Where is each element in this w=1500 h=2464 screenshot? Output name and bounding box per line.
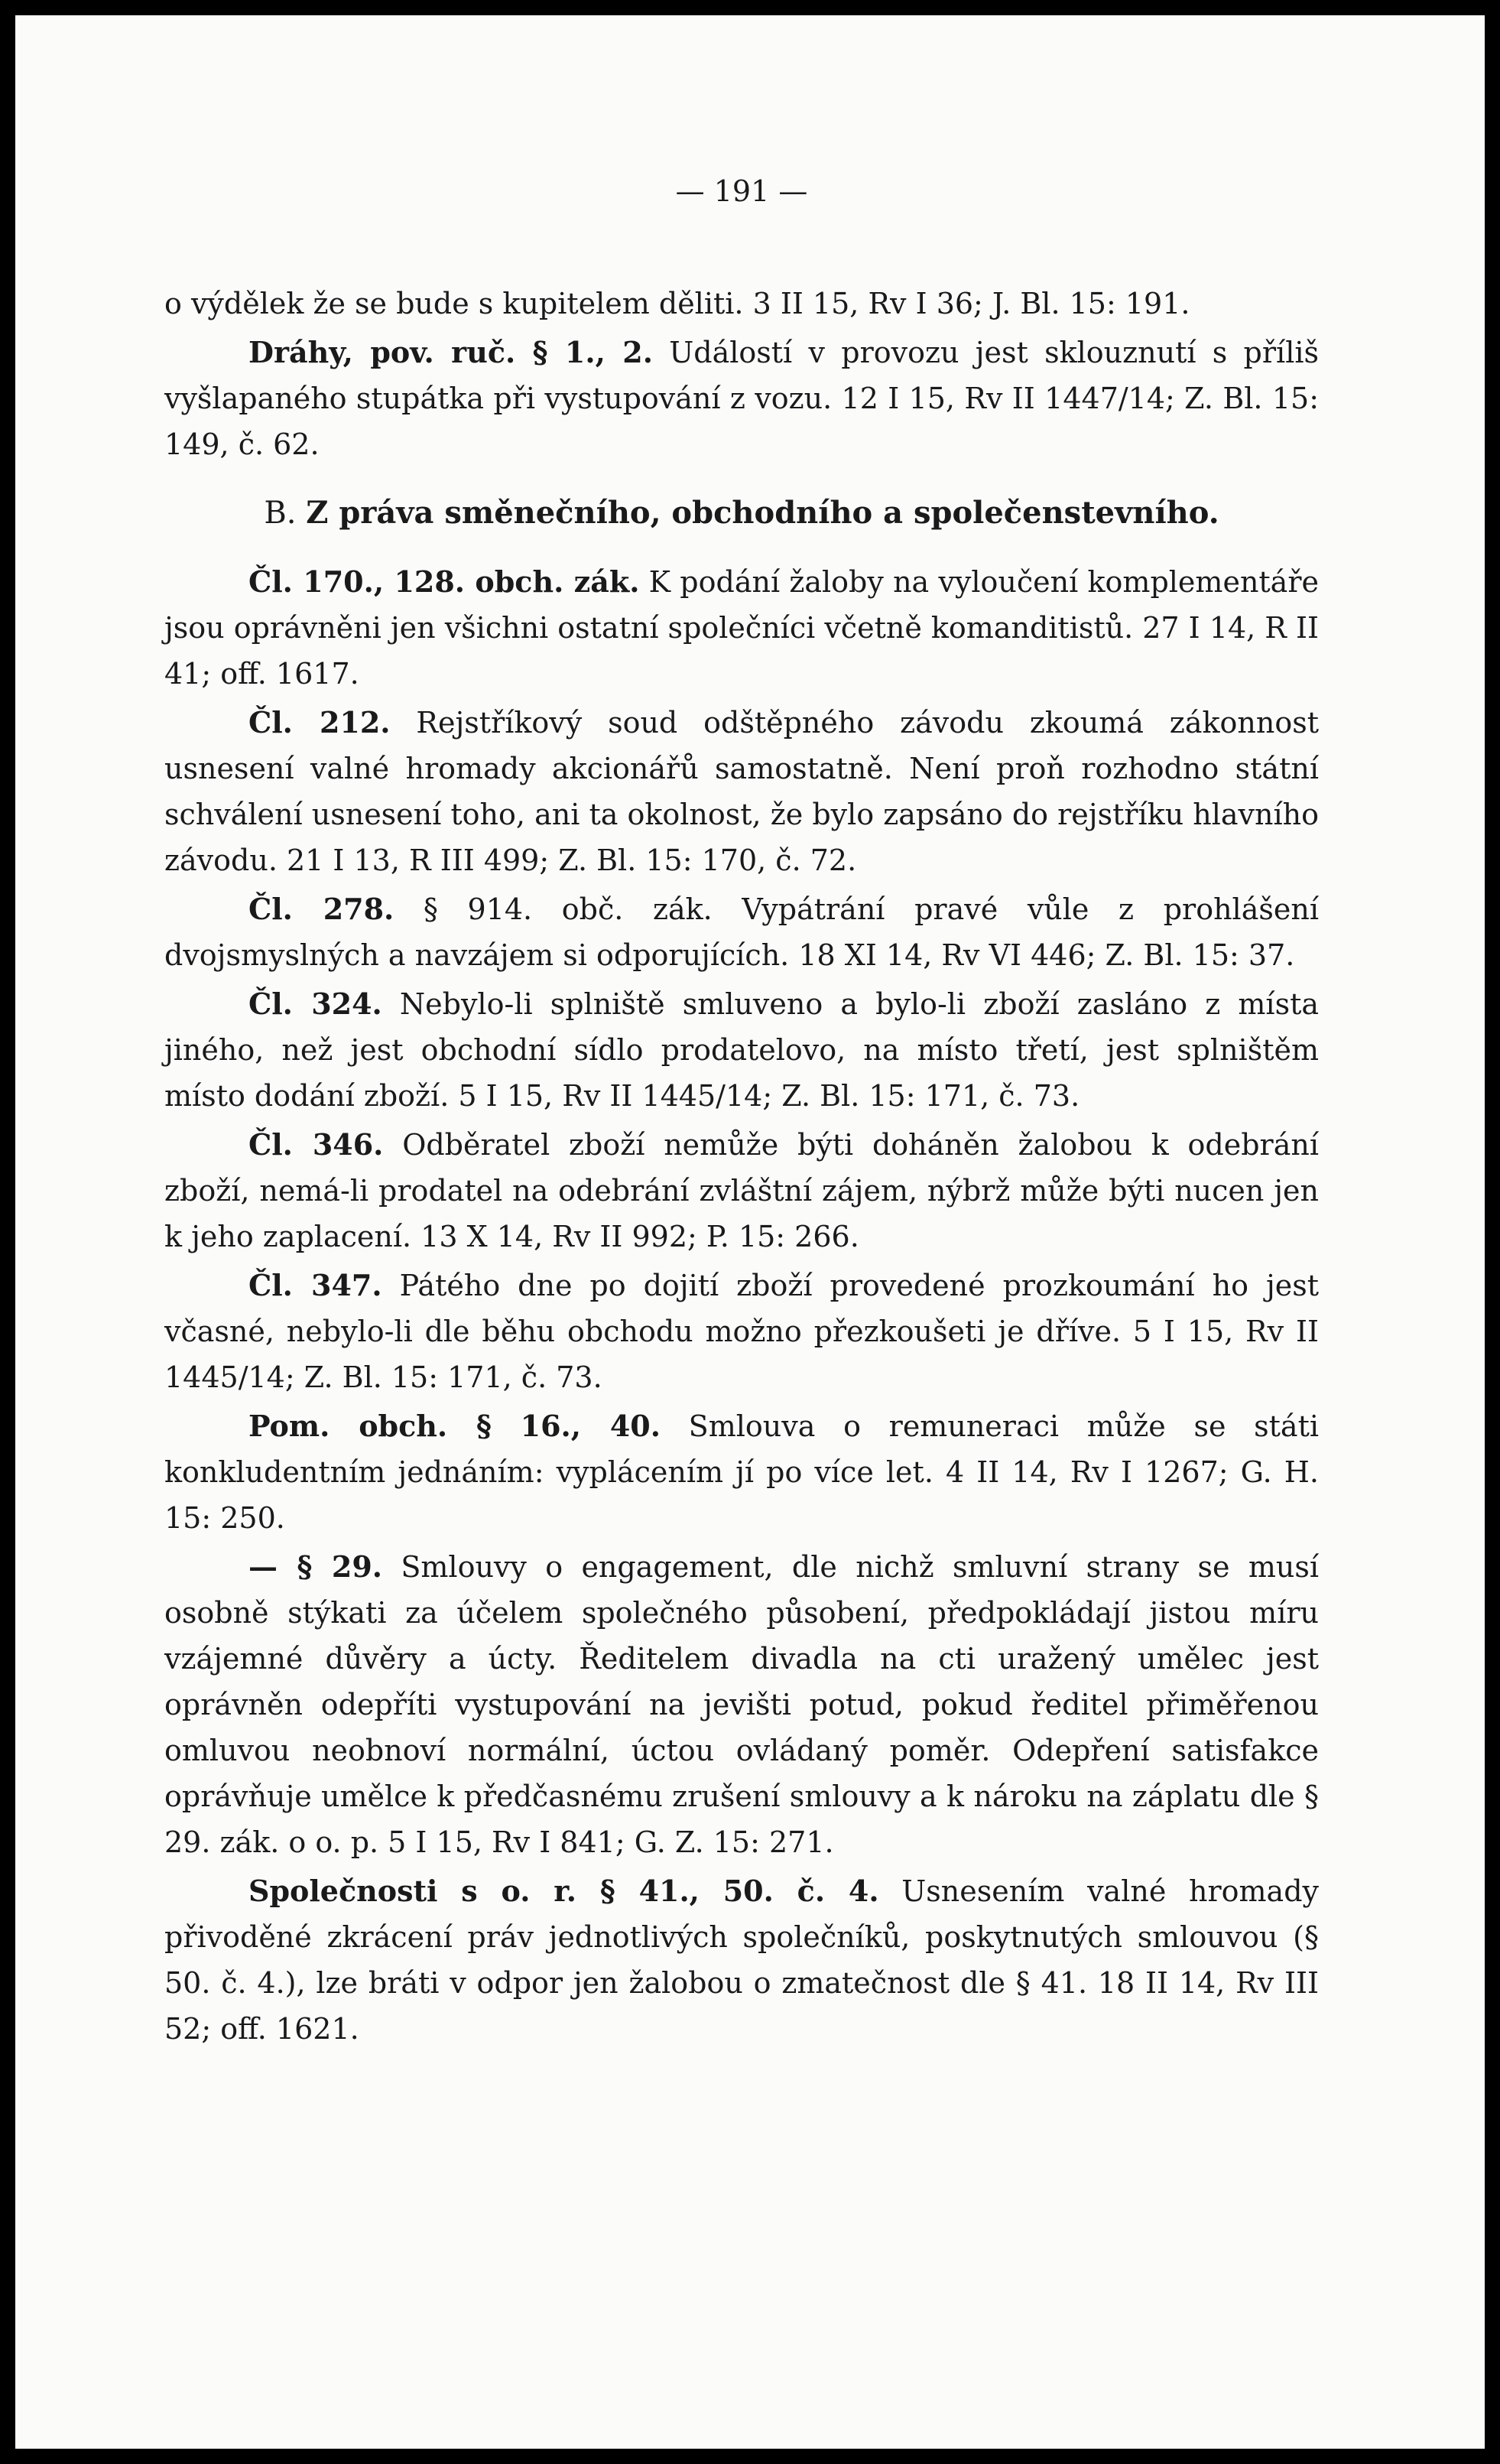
entry-lead: Společnosti s o. r. § 41., 50. č. 4. [248,1874,879,1908]
entry-lead: — § 29. [248,1549,382,1584]
section-letter: B. [264,496,297,531]
entry-body: Nebylo-li splniště smluveno a bylo-li zboží zasláno z místa jiného, než jest obchodní sídlo prodatelovo, na místo třetí, jest splništěm místo dodání zboží. 5 I 15, Rv II 1445/14; Z. Bl. 15: 171, č. 73. [164,987,1319,1113]
entry-paragraph [164,1403,1319,1541]
entry-lead: Čl. 346. [248,1127,384,1162]
entry-body: Odběratel zboží nemůže býti doháněn žalobou k odebrání zboží, nemá-li prodatel na odebrání zvláštní zájem, nýbrž může býti nucen jen k jeho zaplacení. 13 X 14, Rv II 992; P. 15: 266. [164,1128,1319,1253]
page-text [164,168,1319,2055]
paragraph-lead: Dráhy, pov. ruč. § 1., 2. [248,335,653,369]
page-number: — 191 — [675,174,808,208]
entry-body: Smlouvy o engagement, dle nichž smluvní strany se musí osobně stýkati za účelem společného působení, předpokládají jistou míru vzájemné důvěry a úcty. Ředitelem divadla na cti uražený umělec jest oprávněn odepříti vystupování na jevišti potud, pokud ředitel přiměřenou omluvou neobnoví normální, úctou ovládaný poměr. Odepření satisfakce oprávňuje umělce k předčasnému zrušení smlouvy a k nároku na záplatu dle § 29. zák. o o. p. 5 I 15, Rv I 841; G. Z. 15: 271. [164,1550,1319,1859]
entry-paragraph [164,1122,1319,1260]
paragraph-drahy [164,330,1319,467]
entry-lead: Pom. obch. § 16., 40. [248,1409,661,1443]
entry-paragraph [164,1263,1319,1400]
entry-body: Pátého dne po dojití zboží provedené prozkoumání ho jest včasné, nebylo-li dle běhu obchodu možno přezkoušeti je dříve. 5 I 15, Rv II 1445/14; Z. Bl. 15: 171, č. 73. [164,1269,1319,1394]
entry-body: K podání žaloby na vyloučení komplementáře jsou oprávněni jen všichni ostatní společníci včetně komanditistů. 27 I 14, R II 41; off. 1617. [164,565,1319,691]
entry-lead: Čl. 324. [248,987,382,1021]
entry-body: Usnesením valné hromady přivoděné zkrácení práv jednotlivých společníků, poskytnutých smlouvou (§ 50. č. 4.), lze bráti v odpor jen žalobou o zmatečnost dle § 41. 18 II 14, Rv III 52; off. 1621. [164,1874,1319,2046]
section-heading [164,490,1319,536]
entry-paragraph [164,559,1319,697]
entry-paragraph [164,700,1319,883]
entry-body: Smlouva o remuneraci může se státi konkludentním jednáním: vyplácením jí po více let. 4 II 14, Rv I 1267; G. H. 15: 250. [164,1409,1319,1535]
entry-paragraph [164,1544,1319,1865]
paragraph-body: o výdělek že se bude s kupitelem děliti. 3 II 15, Rv I 36; J. Bl. 15: 191. [164,287,1190,320]
book-page [15,15,1485,2449]
entry-lead: Čl. 170., 128. obch. zák. [248,564,640,599]
paragraph-continuation [164,281,1319,327]
entry-body: § 914. obč. zák. Vypátrání pravé vůle z prohlášení dvojsmyslných a navzájem si odporujících. 18 XI 14, Rv VI 446; Z. Bl. 15: 37. [164,892,1319,972]
entry-paragraph [164,981,1319,1119]
paragraph-body: Událostí v provozu jest sklouznutí s příliš vyšlapaného stupátka při vystupování z vozu. 12 I 15, Rv II 1447/14; Z. Bl. 15: 149, č. 62. [164,336,1320,461]
entry-lead: Čl. 212. [248,705,391,740]
entry-lead: Čl. 278. [248,892,394,926]
entry-paragraph [164,1868,1319,2052]
entry-lead: Čl. 347. [248,1268,382,1302]
entry-paragraph [164,886,1319,978]
entry-body: Rejstříkový soud odštěpného závodu zkoumá zákonnost usnesení valné hromady akcionářů samostatně. Není proň rozhodno státní schválení usnesení toho, ani ta okolnost, že bylo zapsáno do rejstříku hlavního závodu. 21 I 13, R III 499; Z. Bl. 15: 170, č. 72. [164,706,1319,877]
section-title: Z práva směnečního, obchodního a společenstevního. [306,495,1219,531]
